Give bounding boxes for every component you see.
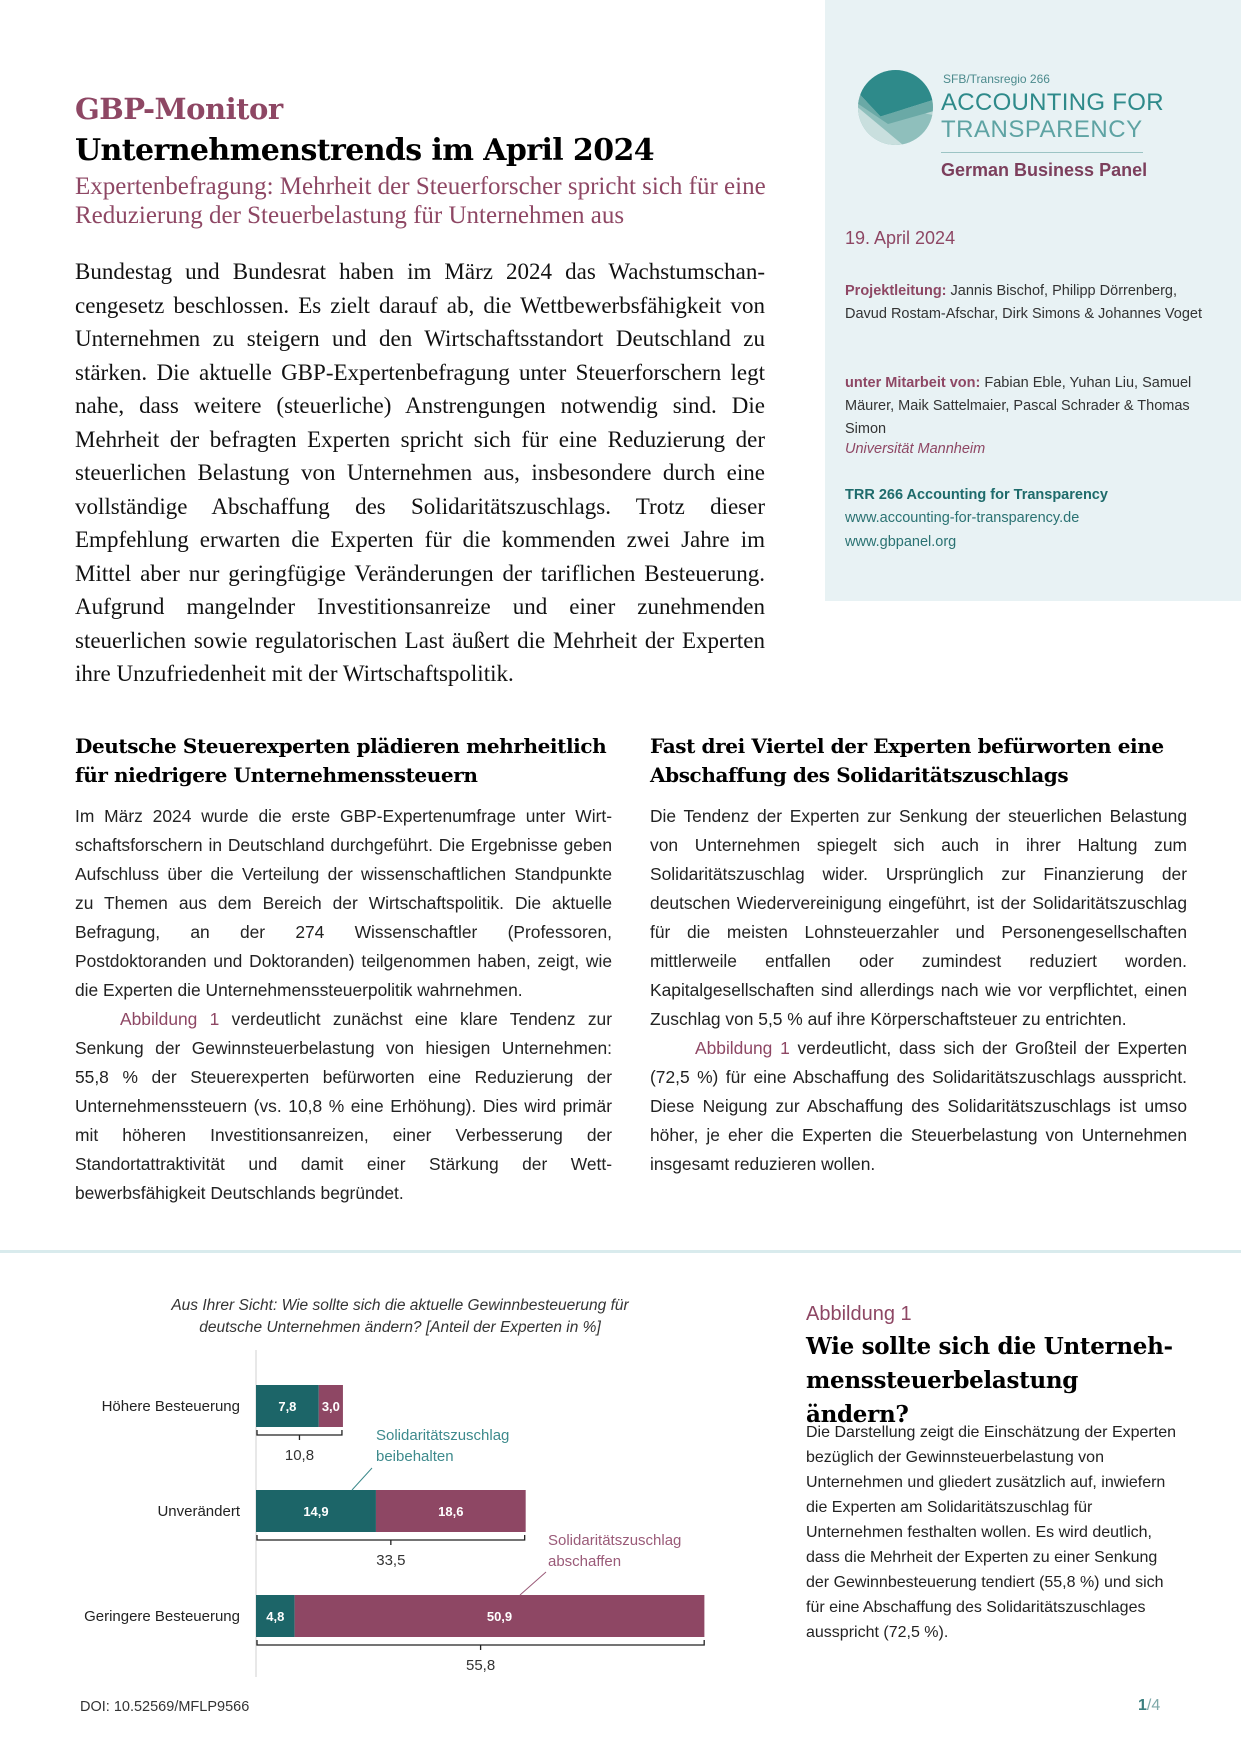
total-bracket — [257, 1430, 342, 1440]
lead-paragraph: Bundestag und Bundesrat haben im März 2024 das Wachstumschancengesetz beschlossen. Es zielt darauf ab, die Wettbewerbsfähigkeit von Unternehmen zu steigern und den Wirtschaftsstandort Deutschland zu stärken. Die aktuelle GBP-Expertenbefragung unter Steuerforschern legt nahe, dass weitere (steuerliche) Anstrengungen notwendig sind. Die Mehrheit der befragten Experten spricht sich für eine Reduzierung der steuerlichen Belastung von Unternehmen aus, insbesondere durch eine vollständige Abschaffung des Solidaritätszuschlags. Trotz dieser Empfehlung erwarten die Experten für die kommenden zwei Jahre im Mittel aber nur geringfügige Veränderungen der tariflichen Besteuerung. Aufgrund mangelnder Investitionsanreize und einer zunehmenden steuerlichen sowie regulatorischen Last äußert die Mehrheit der Experten ihre Unzufriedenheit mit der Wirtschaftspolitik. — [75, 259, 765, 686]
project-lead — [845, 280, 1215, 326]
series-annotation: Solidaritätszuschlag — [376, 1427, 510, 1444]
section-body-right — [650, 802, 1187, 1179]
category-label: Unverändert — [157, 1503, 240, 1520]
category-label: Geringere Besteuerung — [84, 1608, 240, 1625]
brand-title: GBP-Monitor — [75, 92, 283, 126]
logo-divider — [941, 152, 1143, 153]
page-title: Unternehmenstrends im April 2024 — [75, 133, 655, 168]
total-bracket — [257, 1640, 704, 1650]
series-annotation: beibehalten — [376, 1448, 454, 1465]
annotation-leader-line — [352, 1468, 372, 1490]
section-heading-left: Deutsche Steuerexperten plädieren mehrheitlich für niedrigere Unternehmenssteuern — [75, 734, 607, 787]
collaborators-label: unter Mitarbeit von: — [845, 375, 981, 391]
university: Universität Mannheim — [845, 441, 986, 457]
stacked-bar-chart — [0, 1340, 760, 1685]
website-link-gbp[interactable]: www.gbpanel.org — [845, 534, 957, 550]
collaborators — [845, 372, 1215, 441]
paragraph-text: verdeutlicht, dass sich der Großteil der Experten (72,5 %) für eine Abschaffung des Solidaritätszuschlags ausspricht. Diese Neigung zur Abschaffung des Solidaritätszuschlags ist umso höher, je eher die Experten die Steuerbelastung von Unternehmen insgesamt reduzieren wollen. — [650, 1038, 1187, 1174]
data-label: 7,8 — [278, 1399, 297, 1414]
total-label: 10,8 — [284, 1447, 315, 1464]
project-lead-names: Jannis Bischof, Philipp Dörrenberg, Davud Rostam-Afschar, Dirk Simons & Johannes Voget — [845, 283, 1203, 322]
project-lead-label: Projektleitung: — [845, 283, 947, 299]
trr266-logo-icon — [858, 70, 933, 145]
total-label: 33,5 — [376, 1552, 406, 1569]
chart-title: Aus Ihrer Sicht: Wie sollte sich die aktuelle Gewinnbesteuerung für deutsche Unternehmen ändern? [Anteil der Experten in %] — [171, 1297, 629, 1336]
website-link-aft[interactable]: www.accounting-for-transparency.de — [845, 510, 1080, 526]
figure-label: Abbildung 1 — [806, 1303, 912, 1325]
current-page: 1 — [1138, 1697, 1147, 1714]
logo-line-2: TRANSPARENCY — [941, 116, 1143, 143]
series-annotation: abschaffen — [548, 1553, 622, 1570]
total-label: 55,8 — [465, 1657, 496, 1674]
data-label: 14,9 — [303, 1504, 329, 1519]
section-divider — [0, 1250, 1241, 1253]
section-body-left — [75, 802, 612, 1208]
logo-program: SFB/Transregio 266 — [943, 72, 1050, 86]
page-subtitle: Expertenbefragung: Mehrheit der Steuerforscher spricht sich für eine Reduzierung der Steuerbelastung für Unternehmen aus — [75, 173, 766, 229]
section-heading-right: Fast drei Viertel der Experten befürworten eine Abschaffung des Solidaritätszuschlags — [650, 734, 1164, 787]
paragraph: Im März 2024 wurde die erste GBP-Expertenumfrage unter Wirtschaftsforschern in Deutschland durchgeführt. Die Ergebnisse geben Aufschluss über die Verteilung der wissenschaftlichen Standpunkte zu Themen aus dem Bereich der Wirtschaftspolitik. Die aktuelle Befragung, an der 274 Wissenschaftler (Professoren, Postdoktoranden und Doktoranden) teilgenommen haben, zeigt, wie die Experten die Unternehmenssteuerpolitik wahrnehmen. — [75, 806, 612, 1000]
total-pages: /4 — [1146, 1697, 1161, 1714]
logo-panel-name: German Business Panel — [941, 160, 1148, 180]
data-label: 4,8 — [266, 1609, 285, 1624]
trr-name: TRR 266 Accounting for Transparency — [845, 487, 1108, 503]
collaborators-names: Fabian Eble, Yuhan Liu, Samuel Mäurer, Maik Sattelmaier, Pascal Schrader & Thomas Simon — [845, 375, 1192, 437]
annotation-leader-line — [520, 1572, 546, 1595]
figure-reference-link[interactable]: Abbildung 1 — [120, 1009, 220, 1029]
figure-description: Die Darstellung zeigt die Einschätzung der Experten bezüglich der Gewinnsteuerbelastung von Unternehmen und gliedert zusätzlich auf, inwiefern die Experten am Solidaritätszuschlag für Unternehmen festhalten wollen. Es wird deutlich, dass die Mehrheit der Experten zu einer Senkung der Gewinnbesteuerung tendiert (55,8 %) und sich für eine Abschaffung des Solidaritätszuschlages ausspricht (72,5 %). — [806, 1424, 1176, 1641]
doi: DOI: 10.52569/MFLP9566 — [80, 1699, 250, 1715]
data-label: 3,0 — [321, 1399, 340, 1414]
data-label: 18,6 — [438, 1504, 464, 1519]
series-annotation: Solidaritätszuschlag — [548, 1532, 682, 1549]
paragraph: Die Tendenz der Experten zur Senkung der steuerlichen Belastung von Unternehmen spiegelt sich auch in ihrer Haltung zum Solidaritätszuschlag wider. Ursprünglich zur Finanzierung der deutschen Wiedervereinigung eingeführt, ist der Solidaritätszuschlag für die meisten Lohnsteuerzahler und Personengesellschaften mittlerweile entfallen oder zumindest reduziert worden. Kapitalgesellschaften sind allerdings nach wie vor verpflichtet, einen Zuschlag von 5,5 % auf ihre Körperschaftsteuer zu entrichten. — [650, 806, 1187, 1029]
total-bracket — [257, 1535, 525, 1545]
figure-reference-link[interactable]: Abbildung 1 — [695, 1038, 790, 1058]
category-label: Höhere Besteuerung — [101, 1398, 240, 1415]
paragraph — [75, 1005, 612, 1208]
logo-line-1: ACCOUNTING FOR — [941, 89, 1164, 116]
data-label: 50,9 — [486, 1609, 513, 1624]
paragraph — [650, 1034, 1187, 1179]
publication-date: 19. April 2024 — [845, 228, 956, 248]
page-number — [1138, 1697, 1160, 1715]
paragraph-text: verdeutlicht zunächst eine klare Tendenz zur Senkung der Gewinnsteuerbelastung von hiesigen Unternehmen: 55,8 % der Steuerexperten befürworten eine Reduzierung der Unternehmenssteuern (vs. 10,8 % eine Erhöhung). Dies wird primär mit höheren Investitionsanreizen, einer Verbesserung der Standortattraktivität und damit einer Stärkung der Wettbewerbsfähigkeit Deutschlands begründet. — [75, 1009, 612, 1203]
figure-title: Wie sollte sich die Unternehmenssteuerbelastung ändern? — [806, 1333, 1174, 1428]
